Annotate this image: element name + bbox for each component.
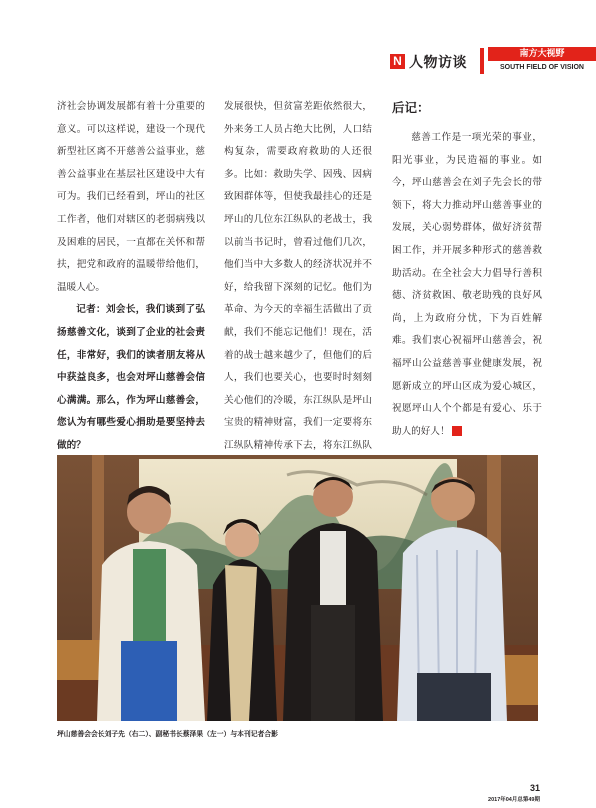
header-divider: [480, 48, 484, 74]
article-column-3: [392, 96, 542, 443]
article-column-2: [224, 96, 372, 503]
issue-info: 2017年04月总第49期: [488, 797, 540, 803]
interview-question: 记者：刘会长，我们谈到了弘扬慈善文化，谈到了企业的社会责任，非常好，我们的读者朋友将从中获益良多，也会对坪山慈善会信心满满。那么，作为坪山慈善会，您认为有哪些爱心捐助是要坚持去做的？: [57, 304, 205, 451]
section-title: 人物访谈: [409, 55, 467, 71]
paragraph: 发展很快，但贫富差距依然很大，外来务工人员占绝大比例，人口结构复杂，需要政府救助的人还很多。比如：救助失学、因残、因病致困群体等，但使我最挂心的还是坪山的几位东江纵队的老战士，我以前当书记时，曾看过他们几次，他们当中大多数人的经济状况并不好，给我留下深刻的记忆。他们为革命、为今天的幸福生活做出了贡献，我们不能忘记他们！现在，活着的战士越来越少了，但他们的后人，我们也要关心，也要时时刻刻关心他们的冷暖，东江纵队是坪山宝贵的精神财富，我们一定要将东江纵队精神传承下去，将东江纵队: [224, 101, 372, 451]
section-header: [385, 44, 596, 76]
group-photo: [57, 455, 538, 721]
magazine-name: 南方大视野: [488, 47, 596, 61]
paragraph: 济社会协调发展都有着十分重要的意义。可以这样说，建设一个现代新型社区离不开慈善公益事业，慈善公益事业在基层社区建设中大有可为。我们已经看到，坪山的社区工作者，他们对辖区的老弱病残以及困难的居民，一直都在关怀和帮扶，把党和政府的温暖带给他们，温暖人心。: [57, 101, 205, 293]
page-number: 31: [529, 783, 540, 793]
magazine-name-en: SOUTH FIELD OF VISION: [499, 64, 584, 71]
photo-caption: 坪山慈善会会长刘子先（右二）、副秘书长蔡泽果（左一）与本刊记者合影: [57, 730, 278, 738]
magazine-logo-icon: N: [390, 54, 405, 69]
paragraph: [392, 127, 542, 443]
end-mark-icon: N: [452, 426, 462, 436]
afterword-text: 慈善工作是一项光荣的事业，阳光事业，为民造福的事业。如今，坪山慈善会在刘子先会长的带领下，将大力推动坪山慈善事业的发展，关心弱势群体，做好济贫帮困工作，并开展多种形式的慈善救助活动。在全社会大力倡导行善积德、济贫救困、敬老助残的良好风尚，上为政府分忧，下为百姓解难。我们衷心祝福坪山慈善会，祝福坪山公益慈善事业健康发展，祝愿新成立的坪山区成为爱心城区，祝愿坪山人个个都是有爱心、乐于助人的好人！: [392, 132, 542, 437]
afterword-heading: 后记：: [392, 100, 430, 115]
